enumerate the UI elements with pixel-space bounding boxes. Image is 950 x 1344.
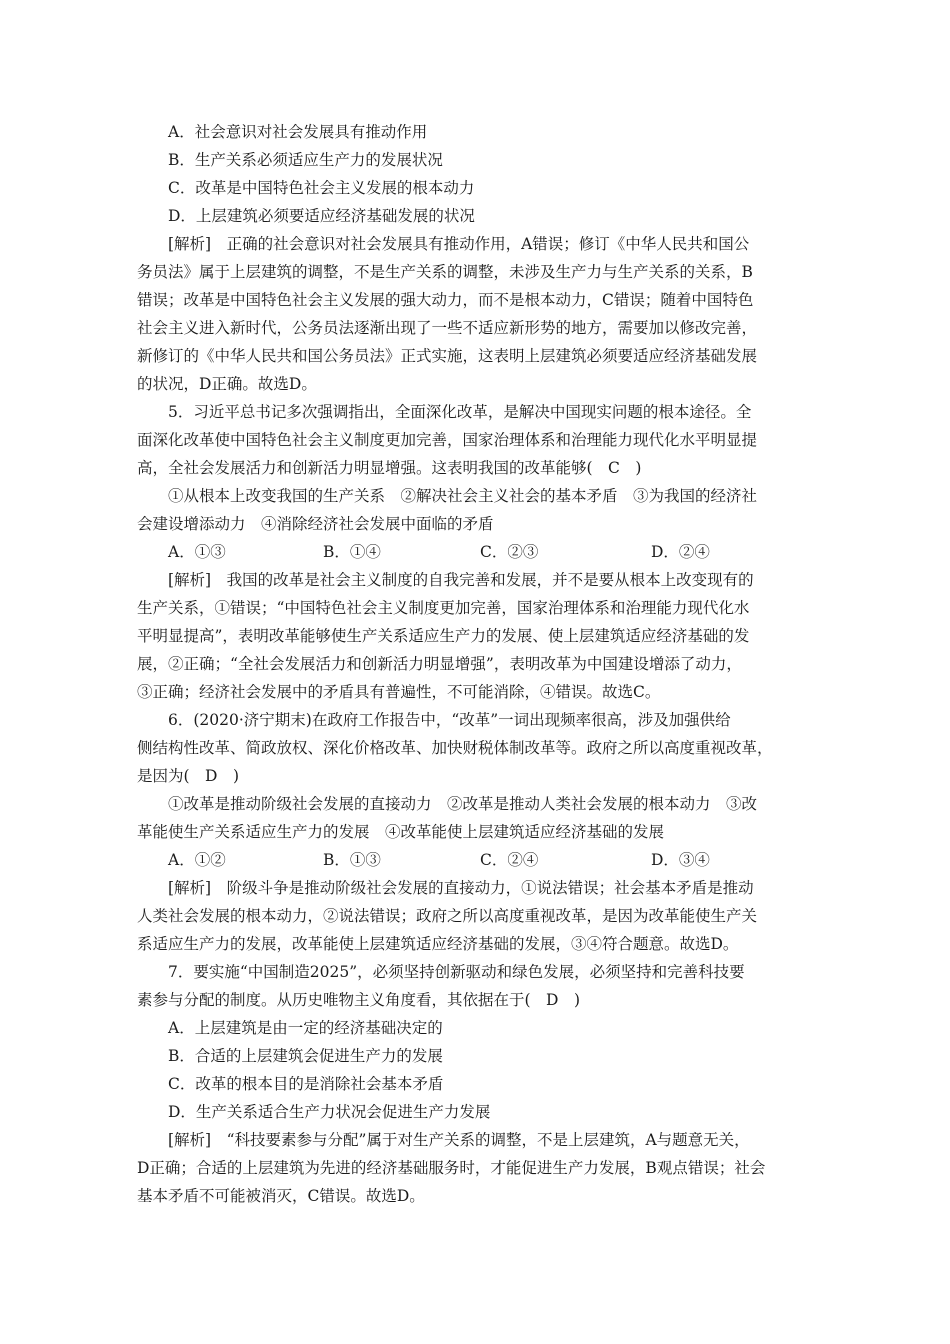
q7-option-b: B．合适的上层建筑会促进生产力的发展 bbox=[168, 1047, 443, 1065]
q6-analysis-line: [解析] 阶级斗争是推动阶级社会发展的直接动力，①说法错误；社会基本矛盾是推动 bbox=[168, 879, 754, 897]
q7-option-c: C．改革的根本目的是消除社会基本矛盾 bbox=[168, 1075, 444, 1093]
q7-analysis-line: 基本矛盾不可能被消灭，C错误。故选D。 bbox=[137, 1187, 425, 1205]
q5-analysis-line: ③正确；经济社会发展中的矛盾具有普遍性，不可能消除，④错误。故选C。 bbox=[137, 683, 661, 701]
q5-option-a: A．①③ bbox=[168, 543, 226, 561]
q7-stem-line: 素参与分配的制度。从历史唯物主义角度看，其依据在于( D ) bbox=[137, 991, 581, 1009]
q5-stem-line: 5．习近平总书记多次强调指出，全面深化改革，是解决中国现实问题的根本途径。全 bbox=[168, 403, 752, 421]
q5-analysis-line: 展，②正确；“全社会发展活力和创新活力明显增强”，表明改革为中国建设增添了动力， bbox=[137, 655, 742, 673]
q7-option-a: A．上层建筑是由一定的经济基础决定的 bbox=[168, 1019, 443, 1037]
q4-analysis-line: 错误；改革是中国特色社会主义发展的强大动力，而不是根本动力，C错误；随着中国特色 bbox=[137, 291, 754, 309]
q6-item-line: 革能使生产关系适应生产力的发展 ④改革能使上层建筑适应经济基础的发展 bbox=[137, 823, 665, 841]
q7-analysis-line: D正确；合适的上层建筑为先进的经济基础服务时，才能促进生产力发展，B观点错误；社会 bbox=[137, 1159, 766, 1177]
q5-item-line: 会建设增添动力 ④消除经济社会发展中面临的矛盾 bbox=[137, 515, 494, 533]
q5-analysis-line: 平明显提高”，表明改革能够使生产关系适应生产力的发展、使上层建筑适应经济基础的发 bbox=[137, 627, 750, 645]
q4-analysis-line: 社会主义进入新时代，公务员法逐渐出现了一些不适应新形势的地方，需要加以修改完善， bbox=[137, 319, 758, 337]
q6-item-line: ①改革是推动阶级社会发展的直接动力 ②改革是推动人类社会发展的根本动力 ③改 bbox=[168, 795, 758, 813]
q4-analysis-line: 新修订的《中华人民共和国公务员法》正式实施，这表明上层建筑必须要适应经济基础发展 bbox=[137, 347, 758, 365]
q6-stem-line: 是因为( D ) bbox=[137, 767, 240, 785]
q4-option-c: C．改革是中国特色社会主义发展的根本动力 bbox=[168, 179, 475, 197]
q5-option-d: D．②④ bbox=[651, 543, 710, 561]
q5-analysis-line: [解析] 我国的改革是社会主义制度的自我完善和发展，并不是要从根本上改变现有的 bbox=[168, 571, 754, 589]
q4-analysis-line: 务员法》属于上层建筑的调整，不是生产关系的调整，未涉及生产力与生产关系的关系，B bbox=[137, 263, 753, 281]
q5-stem-line: 面深化改革使中国特色社会主义制度更加完善，国家治理体系和治理能力现代化水平明显提 bbox=[137, 431, 758, 449]
q4-analysis-line: 的状况，D正确。故选D。 bbox=[137, 375, 317, 393]
q6-option-b: B．①③ bbox=[323, 851, 381, 869]
q7-stem-line: 7．要实施“中国制造2025”，必须坚持创新驱动和绿色发展，必须坚持和完善科技要 bbox=[168, 963, 745, 981]
q6-analysis-line: 系适应生产力的发展，改革能使上层建筑适应经济基础的发展，③④符合题意。故选D。 bbox=[137, 935, 739, 953]
q6-stem-line: 6．(2020·济宁期末)在政府工作报告中，“改革”一词出现频率很高，涉及加强供给 bbox=[168, 711, 731, 729]
q6-option-c: C．②④ bbox=[480, 851, 539, 869]
q6-option-d: D．③④ bbox=[651, 851, 710, 869]
q5-option-c: C．②③ bbox=[480, 543, 539, 561]
q4-option-a: A．社会意识对社会发展具有推动作用 bbox=[168, 123, 428, 141]
q6-stem-line: 侧结构性改革、简政放权、深化价格改革、加快财税体制改革等。政府之所以高度重视改革， bbox=[137, 739, 773, 757]
q4-option-b: B．生产关系必须适应生产力的发展状况 bbox=[168, 151, 443, 169]
q7-analysis-line: [解析] “科技要素参与分配”属于对生产关系的调整，不是上层建筑，A与题意无关， bbox=[168, 1131, 750, 1149]
q7-option-d: D．生产关系适合生产力状况会促进生产力发展 bbox=[168, 1103, 491, 1121]
q5-stem-line: 高，全社会发展活力和创新活力明显增强。这表明我国的改革能够( C ) bbox=[137, 459, 642, 477]
q6-option-a: A．①② bbox=[168, 851, 226, 869]
q5-analysis-line: 生产关系，①错误；“中国特色社会主义制度更加完善，国家治理体系和治理能力现代化水 bbox=[137, 599, 750, 617]
q4-option-d: D．上层建筑必须要适应经济基础发展的状况 bbox=[168, 207, 475, 225]
q6-analysis-line: 人类社会发展的根本动力，②说法错误；政府之所以高度重视改革，是因为改革能使生产关 bbox=[137, 907, 758, 925]
q5-item-line: ①从根本上改变我国的生产关系 ②解决社会主义社会的基本矛盾 ③为我国的经济社 bbox=[168, 487, 758, 505]
q5-option-b: B．①④ bbox=[323, 543, 381, 561]
q4-analysis-line: [解析] 正确的社会意识对社会发展具有推动作用，A错误；修订《中华人民共和国公 bbox=[168, 235, 750, 253]
